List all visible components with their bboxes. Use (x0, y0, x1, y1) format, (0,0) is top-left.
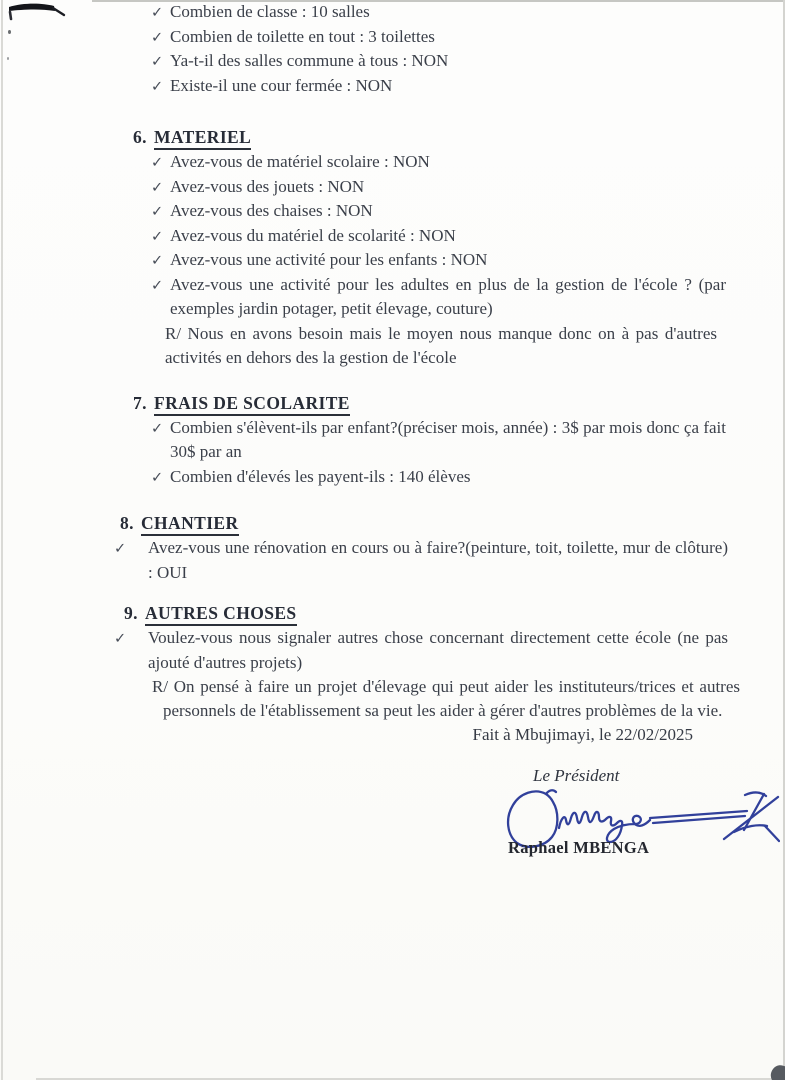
checklist-item-text: Combien d'élevés les payent-ils : 140 élèves (170, 466, 471, 486)
checklist-item (151, 465, 726, 490)
checkmark-icon: ✓ (114, 541, 127, 557)
checklist-item (114, 536, 728, 585)
checkmark-icon: ✓ (151, 54, 164, 70)
section-number: 8. (120, 513, 134, 533)
checklist-item-text: Existe-il une cour fermée : NON (170, 75, 393, 95)
checklist-item-text: Avez-vous une activité pour les enfants : NON (170, 250, 488, 269)
section-chantier (0, 511, 785, 585)
section-response: R/ On pensé à faire un projet d'élevage qui peut aider les instituteurs/trices et autres personnels de l'établissement sa peut les aider à gérer d'autres problèmes de la vie. (152, 677, 740, 720)
checkmark-icon: ✓ (151, 5, 164, 21)
place-date-line: Fait à Mbujimayi, le 22/02/2025 (472, 725, 693, 744)
section-response: R/ Nous en avons besoin mais le moyen nous manque donc on à pas d'autres activités en dehors des la gestion de l'école (165, 323, 717, 367)
checklist-item (151, 0, 726, 25)
section-frais-de-scolarite (0, 391, 785, 490)
section-title: MATERIEL (154, 127, 251, 150)
checkmark-icon: ✓ (151, 420, 164, 437)
section-title: CHANTIER (141, 513, 239, 536)
section-title: AUTRES CHOSES (145, 603, 297, 626)
checklist-item-text: Avez-vous des jouets : NON (170, 176, 365, 196)
checklist-item (151, 49, 726, 74)
section-materiel (0, 125, 785, 371)
checklist-item (151, 175, 726, 200)
checklist-item (151, 416, 726, 465)
checkmark-icon: ✓ (151, 29, 164, 46)
intro-checklist (151, 0, 726, 98)
checklist-item-text: Voulez-vous nous signaler autres chose concernant directement cette école (ne pas ajouté d'autres projets) (148, 628, 728, 672)
section-autres-choses (0, 601, 785, 722)
signature-block (0, 765, 785, 859)
checklist-item-text: Avez-vous une activité pour les adultes en plus de la gestion de l'école ? (par exemples jardin potager, petit élevage, couture) (170, 274, 726, 318)
signer-name: Raphael MBENGA (508, 837, 650, 857)
checkmark-icon: ✓ (151, 277, 164, 294)
section-heading (133, 391, 785, 416)
section-checklist (114, 626, 728, 675)
checkmark-icon: ✓ (151, 179, 164, 196)
section-heading (124, 601, 785, 626)
section-heading (133, 125, 785, 150)
checkmark-icon: ✓ (151, 78, 164, 95)
checklist-item-text: Avez-vous des chaises : NON (170, 201, 373, 220)
checkmark-icon: ✓ (151, 155, 164, 171)
checklist-item-text: Avez-vous une rénovation en cours ou à faire?(peinture, toit, toilette, mur de clôture) : OUI (148, 538, 728, 582)
checklist-item (151, 273, 726, 322)
section-number: 9. (124, 603, 138, 623)
checklist-item (151, 74, 726, 99)
checklist-item-text: Avez-vous du matériel de scolarité : NON (170, 225, 456, 245)
checklist-item (151, 25, 726, 50)
checkmark-icon: ✓ (151, 204, 164, 220)
checklist-item-text: Ya-t-il des salles commune à tous : NON (170, 51, 449, 70)
checklist-item-text: Combien de toilette en tout : 3 toilettes (170, 26, 435, 46)
section-heading (120, 511, 785, 536)
checklist-item-text: Combien s'élèvent-ils par enfant?(préciser mois, année) : 3$ par mois donc ça fait 30$ par an (170, 417, 726, 461)
section-checklist (151, 416, 726, 490)
checklist-item (151, 150, 726, 175)
section-checklist (114, 536, 728, 585)
checklist-item (151, 199, 726, 224)
section-checklist (151, 150, 726, 322)
section-number: 6. (133, 127, 147, 147)
checklist-item (151, 248, 726, 273)
section-title: FRAIS DE SCOLARITE (154, 393, 350, 416)
checkmark-icon: ✓ (151, 228, 164, 245)
checkmark-icon: ✓ (151, 469, 164, 486)
signer-title: Le Président (533, 765, 620, 785)
checklist-item-text: Combien de classe : 10 salles (170, 2, 370, 21)
checklist-item-text: Avez-vous de matériel scolaire : NON (170, 152, 430, 171)
checkmark-icon: ✓ (151, 253, 164, 269)
section-number: 7. (133, 392, 147, 413)
checklist-item (114, 626, 728, 675)
checkmark-icon: ✓ (114, 631, 127, 647)
checklist-item (151, 224, 726, 249)
